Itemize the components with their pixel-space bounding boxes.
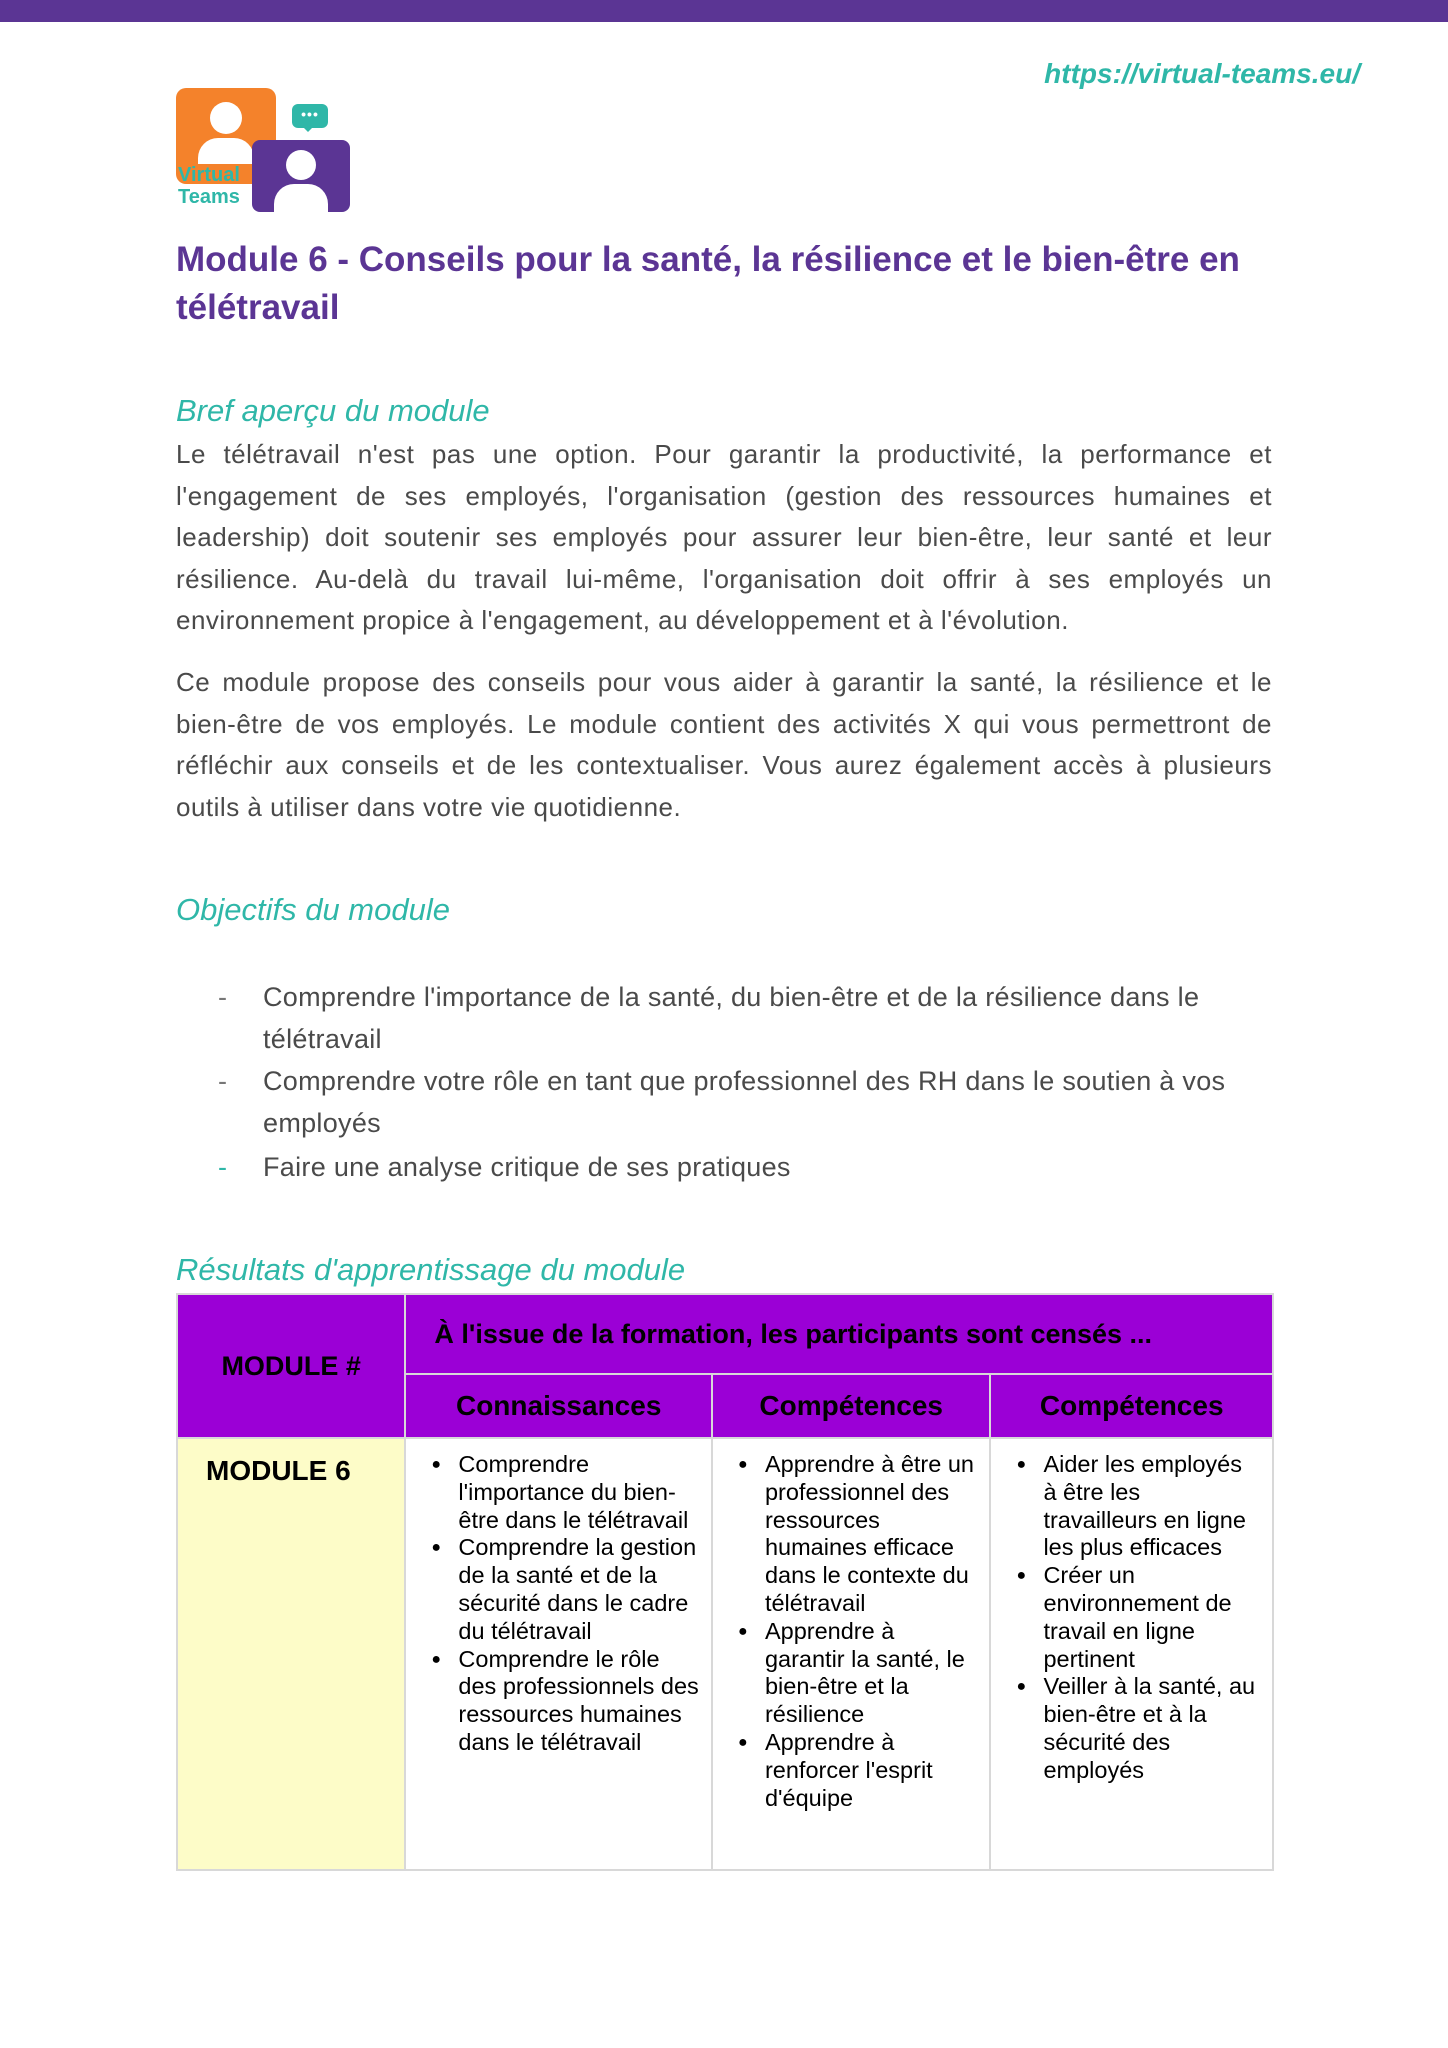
objective-item: - Comprendre votre rôle en tant que professionnel des RH dans le soutien à vos employés: [218, 1066, 1226, 1138]
page-title: Module 6 - Conseils pour la santé, la résilience et le bien-être en télétravail: [176, 240, 1240, 327]
list-item: ● Créer un environnement de travail en ligne pertinent: [1043, 1562, 1260, 1673]
logo-text: [178, 164, 240, 208]
list-item: ● Comprendre l'importance du bien-être dans le télétravail: [458, 1451, 699, 1534]
competences-header: Compétences: [990, 1374, 1273, 1438]
objectives-list: [176, 976, 1286, 1188]
virtual-teams-logo: [176, 88, 352, 214]
skills-header: Compétences: [712, 1374, 991, 1438]
list-item: ● Veiller à la santé, au bien-être et à la sécurité des employés: [1043, 1673, 1260, 1784]
logo-line-1: Virtual: [178, 164, 240, 186]
list-item: ● Apprendre à renforcer l'esprit d'équipe: [765, 1729, 978, 1812]
module-header: MODULE #: [177, 1294, 405, 1438]
knowledge-cell: [405, 1438, 712, 1870]
outcomes-heading: Résultats d'apprentissage du module: [176, 1252, 686, 1287]
module-label: MODULE 6: [177, 1438, 405, 1870]
objective-item: - Comprendre l'importance de la santé, du bien-être et de la résilience dans le télétravail: [218, 982, 1200, 1054]
list-item: ● Comprendre la gestion de la santé et de la sécurité dans le cadre du télétravail: [458, 1534, 699, 1645]
logo-line-2: Teams: [178, 186, 240, 208]
person-icon: [210, 102, 242, 134]
person-icon: [286, 150, 316, 180]
list-item: ● Comprendre le rôle des professionnels des ressources humaines dans le télétravail: [458, 1646, 699, 1757]
person-body-icon: [198, 138, 254, 164]
list-item: ● Apprendre à garantir la santé, le bien-être et la résilience: [765, 1618, 978, 1729]
logo-purple-tile: [252, 140, 350, 212]
top-bar: [0, 0, 1448, 22]
site-url[interactable]: https://virtual-teams.eu/: [1044, 58, 1360, 89]
chat-bubble-icon: •••: [292, 104, 328, 128]
objective-item: - Faire une analyse critique de ses pratiques: [218, 1152, 791, 1182]
learning-outcomes-table: [176, 1293, 1274, 1871]
objectives-heading: Objectifs du module: [176, 892, 450, 927]
table-row: [177, 1438, 1273, 1870]
overview-paragraph-2: Ce module propose des conseils pour vous aider à garantir la santé, la résilience et le bien-être de vos employés. Le module contient des activités X qui vous permettront de réfléchir aux conseils et de les contextualiser. Vous aurez également accès à plusieurs outils à utiliser dans votre vie quotidienne.: [176, 667, 1272, 822]
list-item: ● Apprendre à être un professionnel des ressources humaines efficace dans le contexte du télétravail: [765, 1451, 978, 1618]
overview-paragraph-1: Le télétravail n'est pas une option. Pour garantir la productivité, la performance et l'engagement de ses employés, l'organisation (gestion des ressources humaines et leadership) doit soutenir ses employés pour assurer leur bien-être, leur santé et leur résilience. Au-delà du travail lui-même, l'organisation doit offrir à ses employés un environnement propice à l'engagement, au développement et à l'évolution.: [176, 439, 1272, 635]
person-body-icon: [274, 184, 328, 212]
list-item: ● Aider les employés à être les travailleurs en ligne les plus efficaces: [1043, 1451, 1260, 1562]
skills-cell: [712, 1438, 991, 1870]
participants-header: À l'issue de la formation, les participants sont censés ...: [405, 1294, 1273, 1374]
knowledge-header: Connaissances: [405, 1374, 712, 1438]
overview-heading: Bref aperçu du module: [176, 393, 490, 428]
competences-cell: [990, 1438, 1273, 1870]
